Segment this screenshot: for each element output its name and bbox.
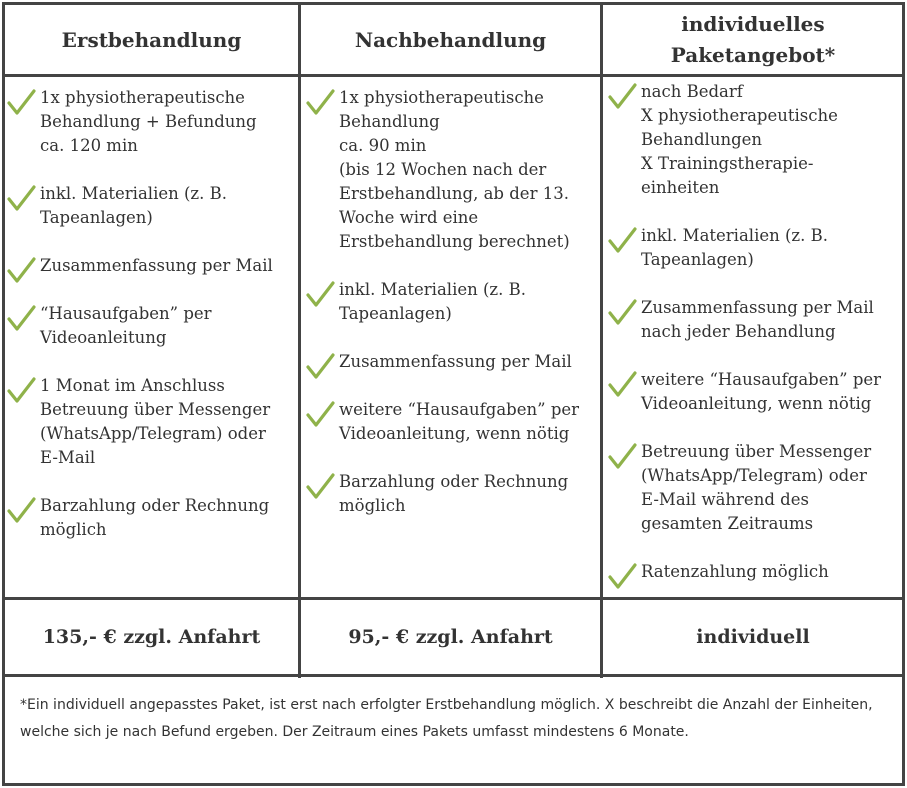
feature-text: Zusammenfassung per Mail nach jeder Behandlung <box>641 298 874 341</box>
feature-text: weitere “Hausaufgaben” per Videoanleitung, wenn nötig <box>641 370 882 413</box>
price-label: 135,- € zzgl. Anfahrt <box>42 626 261 648</box>
feature-item <box>305 470 600 518</box>
feature-text: Barzahlung oder Rechnung möglich <box>339 472 569 515</box>
checkmark-icon <box>6 256 36 286</box>
header-erstbehandlung <box>5 5 298 75</box>
feature-item <box>305 398 600 446</box>
feature-text: 1x physiotherapeutische Behandlung + Befundung ca. 120 min <box>40 88 257 155</box>
feature-text: inkl. Materialien (z. B. Tapeanlagen) <box>339 280 526 323</box>
checkmark-icon <box>607 442 637 472</box>
header-label: individuelles Paketangebot* <box>670 12 836 67</box>
feature-item <box>305 350 600 374</box>
feature-item <box>305 278 600 326</box>
price-nachbehandlung <box>301 602 600 672</box>
feature-item <box>305 86 600 254</box>
feature-text: Betreuung über Messenger (WhatsApp/Telegram) oder E-Mail während des gesamten Zeitraums <box>641 442 872 533</box>
column-nachbehandlung <box>305 86 600 518</box>
feature-text: weitere “Hausaufgaben” per Videoanleitung, wenn nötig <box>339 400 580 443</box>
checkmark-icon <box>305 472 335 502</box>
checkmark-icon <box>607 82 637 112</box>
feature-text: inkl. Materialien (z. B. Tapeanlagen) <box>40 184 227 227</box>
feature-text: nach Bedarf X physiotherapeutische Behandlungen X Trainingstherapie- einheiten <box>641 82 838 197</box>
feature-text: 1 Monat im Anschluss Betreuung über Messenger (WhatsApp/Telegram) oder E-Mail <box>40 376 271 467</box>
feature-text: Ratenzahlung möglich <box>641 562 829 581</box>
feature-item <box>6 302 298 350</box>
footnote: *Ein individuell angepasstes Paket, ist erst nach erfolgter Erstbehandlung möglich. X beschreibt die Anzahl der Einheiten, welche sich je nach Befund ergeben. Der Zeitraum eines Pakets umfasst mindestens 6 Monate. <box>20 697 873 740</box>
checkmark-icon <box>305 400 335 430</box>
feature-text: inkl. Materialien (z. B. Tapeanlagen) <box>641 226 828 269</box>
checkmark-icon <box>607 562 637 592</box>
feature-text: Zusammenfassung per Mail <box>339 352 572 371</box>
column-divider-2 <box>600 2 603 678</box>
feature-text: Barzahlung oder Rechnung möglich <box>40 496 270 539</box>
feature-item <box>607 296 903 344</box>
checkmark-icon <box>6 184 36 214</box>
feature-text: Zusammenfassung per Mail <box>40 256 273 275</box>
feature-item <box>607 368 903 416</box>
checkmark-icon <box>305 88 335 118</box>
feature-item <box>6 374 298 470</box>
price-erstbehandlung <box>5 602 298 672</box>
column-divider-1 <box>298 2 301 678</box>
feature-text: 1x physiotherapeutische Behandlung ca. 90 min (bis 12 Wochen nach der Erstbehandlung, ab der 13. Woche wird eine Erstbehandlung berechnet) <box>339 88 570 251</box>
price-divider <box>2 597 905 600</box>
table-border-bottom <box>2 783 905 786</box>
checkmark-icon <box>6 496 36 526</box>
checkmark-icon <box>6 304 36 334</box>
checkmark-icon <box>6 376 36 406</box>
header-label: Erstbehandlung <box>61 27 242 52</box>
feature-item <box>6 494 298 542</box>
feature-item <box>607 440 903 536</box>
checkmark-icon <box>305 352 335 382</box>
feature-item <box>6 86 298 158</box>
price-paketangebot <box>603 602 903 672</box>
feature-item <box>607 224 903 272</box>
price-label: individuell <box>696 626 810 648</box>
feature-item <box>607 80 903 200</box>
header-nachbehandlung <box>301 5 600 75</box>
checkmark-icon <box>305 280 335 310</box>
column-erstbehandlung <box>6 86 298 542</box>
feature-text: “Hausaufgaben” per Videoanleitung <box>40 304 212 347</box>
column-paketangebot <box>607 80 903 584</box>
feature-item <box>607 560 903 584</box>
header-paketangebot <box>603 5 903 75</box>
checkmark-icon <box>607 226 637 256</box>
checkmark-icon <box>6 88 36 118</box>
feature-item <box>6 254 298 278</box>
footnote-divider <box>2 674 905 677</box>
checkmark-icon <box>607 370 637 400</box>
header-label: Nachbehandlung <box>354 27 547 52</box>
checkmark-icon <box>607 298 637 328</box>
feature-item <box>6 182 298 230</box>
price-label: 95,- € zzgl. Anfahrt <box>348 626 553 648</box>
